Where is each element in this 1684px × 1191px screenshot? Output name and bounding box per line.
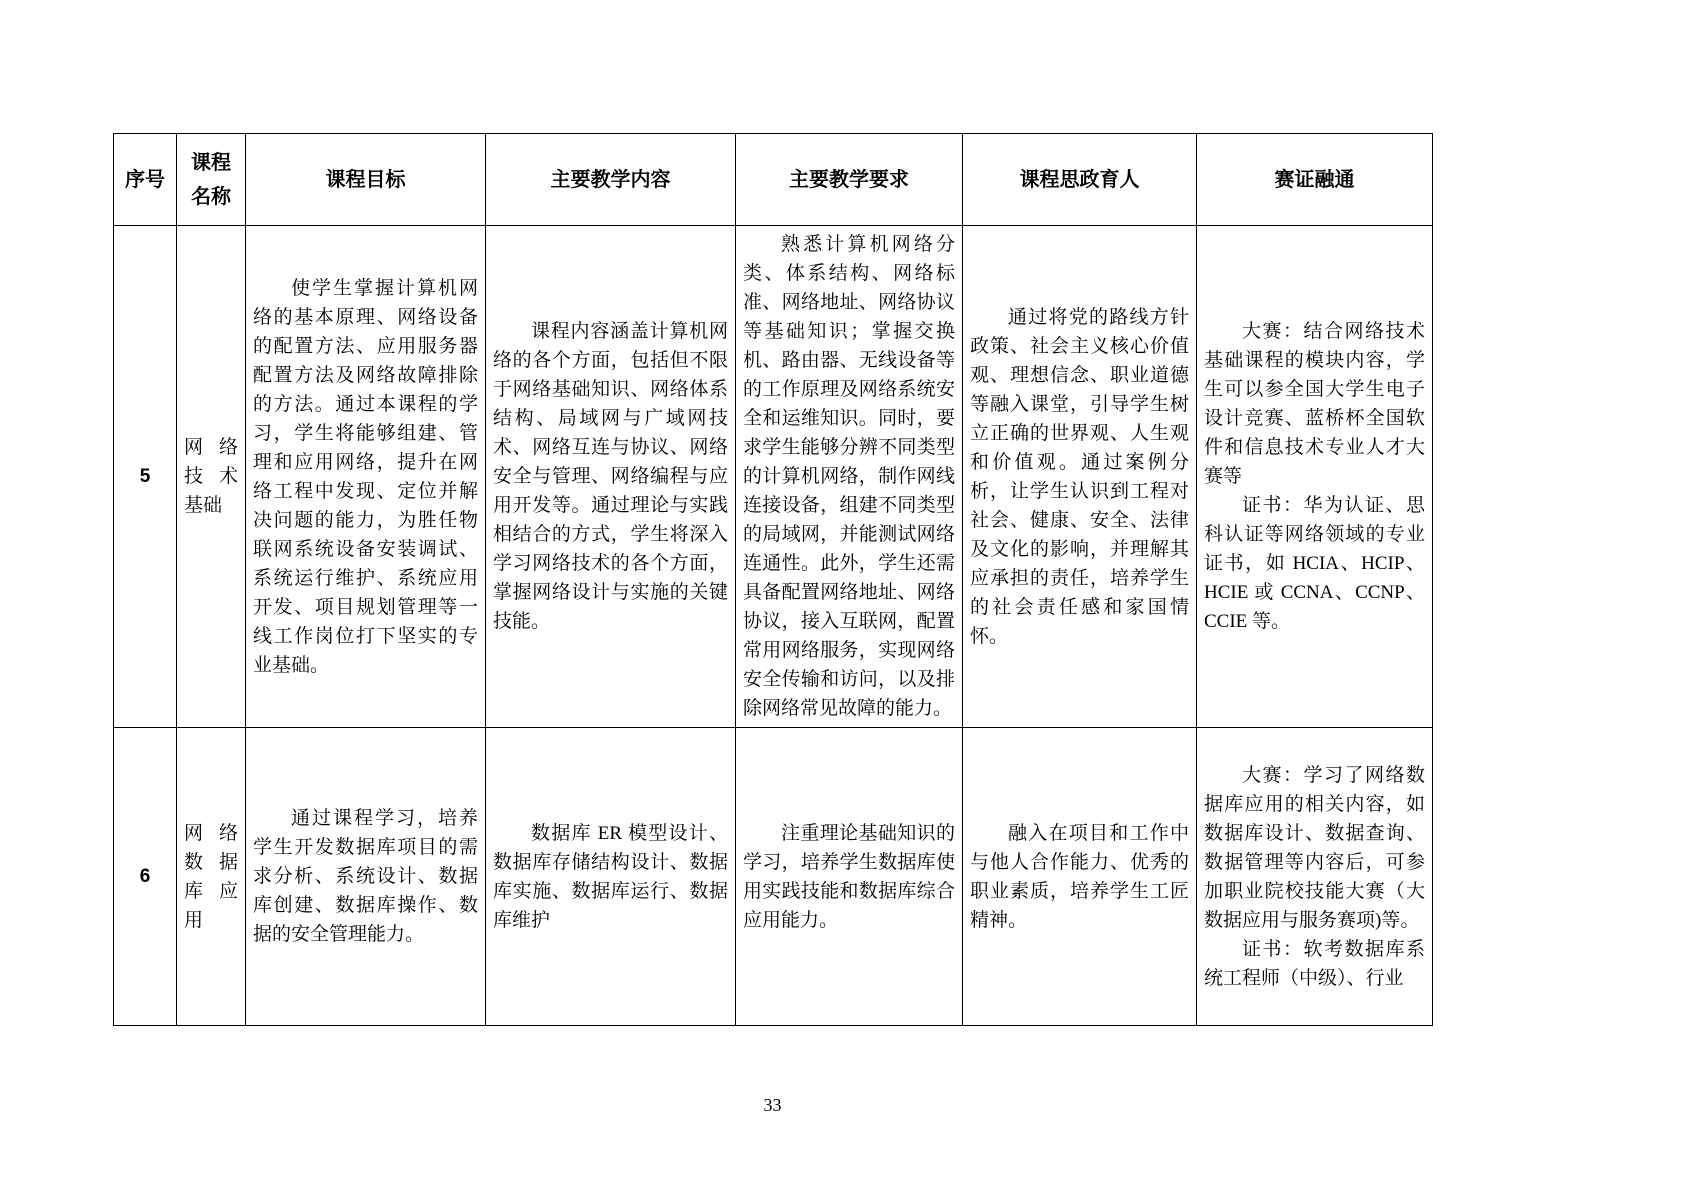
course-number: 6 (114, 728, 177, 1026)
course-goal-cell (246, 728, 486, 1026)
certification-competition-text: 大赛：结合网络技术基础课程的模块内容，学生可以参全国大学生电子设计竞赛、蓝桥杯全国软件和信息技术专业人才大赛等 (1204, 321, 1425, 487)
teaching-content-text: 数据库 ER 模型设计、数据库存储结构设计、数据库实施、数据库运行、数据库维护 (493, 822, 728, 931)
teaching-requirement-cell (736, 728, 963, 1026)
certification-cell (1197, 728, 1433, 1026)
course-goal-text: 通过课程学习，培养学生开发数据库项目的需求分析、系统设计、数据库创建、数据库操作、数据的安全管理能力。 (253, 808, 478, 945)
header-certification: 赛证融通 (1197, 134, 1433, 226)
header-course-goal: 课程目标 (246, 134, 486, 226)
teaching-requirement-cell (736, 226, 963, 728)
header-teaching-content: 主要教学内容 (486, 134, 736, 226)
course-name: 网络数据库应用 (177, 728, 246, 1026)
header-course-name: 课程名称 (177, 134, 246, 226)
teaching-content-cell (486, 728, 736, 1026)
header-number: 序号 (114, 134, 177, 226)
ideology-cell (963, 226, 1197, 728)
certification-certificate-text: 证书：华为认证、思科认证等网络领域的专业证书，如 HCIA、HCIP、HCIE 或 CCNA、CCNP、CCIE 等。 (1204, 495, 1425, 632)
certification-competition-text: 大赛：学习了网络数据库应用的相关内容，如数据库设计、数据查询、数据管理等内容后，可参加职业院校技能大赛（大数据应用与服务赛项)等。 (1204, 764, 1425, 931)
teaching-requirement-text: 熟悉计算机网络分类、体系结构、网络标准、网络地址、网络协议等基础知识；掌握交换机、路由器、无线设备等的工作原理及网络系统安全和运维知识。同时，要求学生能够分辨不同类型的计算机网络，制作网线连接设备，组建不同类型的局域网，并能测试网络连通性。此外，学生还需具备配置网络地址、网络协议，接入互联网，配置常用网络服务，实现网络安全传输和访问，以及排除网络常见故障的能力。 (743, 234, 955, 719)
teaching-content-text: 课程内容涵盖计算机网络的各个方面，包括但不限于网络基础知识、网络体系结构、局域网与广域网技术、网络互连与协议、网络安全与管理、网络编程与应用开发等。通过理论与实践相结合的方式，学生将深入学习网络技术的各个方面，掌握网络设计与实施的关键技能。 (493, 321, 728, 632)
certification-certificate-text: 证书：软考数据库系统工程师（中级）、行业 (1204, 938, 1425, 989)
teaching-content-cell (486, 226, 736, 728)
table-row-course-6 (114, 728, 1433, 1026)
page-number: 33 (763, 1095, 782, 1115)
teaching-requirement-text: 注重理论基础知识的学习，培养学生数据库使用实践技能和数据库综合应用能力。 (743, 822, 955, 931)
certification-cell (1197, 226, 1433, 728)
ideology-text: 融入在项目和工作中与他人合作能力、优秀的职业素质，培养学生工匠精神。 (970, 822, 1189, 931)
course-name: 网络技术基础 (177, 226, 246, 728)
table-header-row (114, 134, 1433, 226)
header-teaching-requirement: 主要教学要求 (736, 134, 963, 226)
course-number: 5 (114, 226, 177, 728)
ideology-text: 通过将党的路线方针政策、社会主义核心价值观、理想信念、职业道德等融入课堂，引导学生树立正确的世界观、人生观和价值观。通过案例分析，让学生认识到工程对社会、健康、安全、法律及文化的影响，并理解其应承担的责任，培养学生的社会责任感和家国情怀。 (970, 306, 1189, 647)
course-overview-table (113, 133, 1433, 1026)
table-row-course-5 (114, 226, 1433, 728)
course-goal-cell (246, 226, 486, 728)
course-goal-text: 使学生掌握计算机网络的基本原理、网络设备的配置方法、应用服务器配置方法及网络故障排除的方法。通过本课程的学习，学生将能够组建、管理和应用网络，提升在网络工程中发现、定位并解决问题的能力，为胜任物联网系统设备安装调试、系统运行维护、系统应用开发、项目规划管理等一线工作岗位打下坚实的专业基础。 (253, 277, 478, 676)
ideology-cell (963, 728, 1197, 1026)
header-ideology-education: 课程思政育人 (963, 134, 1197, 226)
